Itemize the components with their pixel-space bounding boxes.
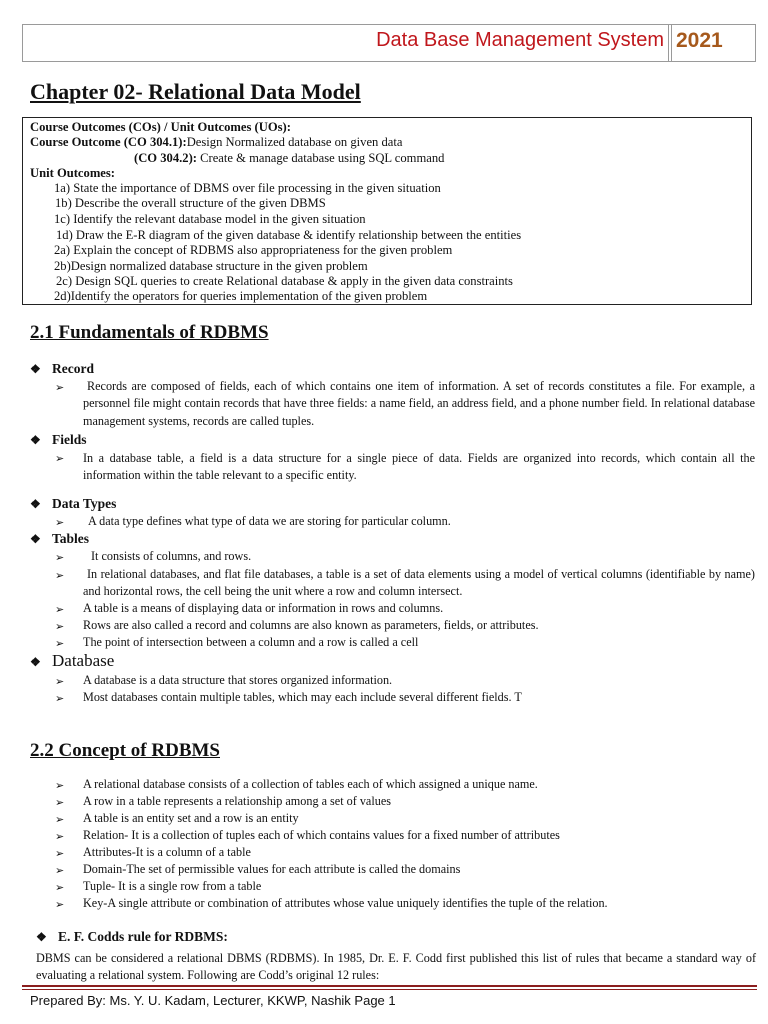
unit-outcomes-heading: Unit Outcomes: [30,166,115,180]
diamond-bullet-icon: ❖ [30,362,41,376]
arrow-bullet-icon: ➢ [55,453,65,465]
footer-rule [22,989,757,990]
codd-text: DBMS can be considered a relational DBMS (RDBMS). In 1985, Dr. E. F. Codd first published this list of rules that became a standard way of evaluating a relational system. Following are Codd’s original 12 rules: [36,951,756,983]
arrow-bullet-icon: ➢ [55,814,65,826]
arrow-bullet-icon: ➢ [55,882,65,894]
datatypes-text: A data type defines what type of data we are storing for particular column. [88,514,451,528]
unit-outcome-item: 1c) Identify the relevant database model in the given situation [54,212,366,226]
record-text: Records are composed of fields, each of which contains one item of information. A set of records constitutes a file. For example, a personnel file might contain records that have three fields: a name field, an address field, and a phone number field. In relational database management systems, records are called tuples. [83,379,755,428]
arrow-bullet-icon: ➢ [55,517,65,529]
unit-outcome-item: 2c) Design SQL queries to create Relational database & apply in the given data constraints [56,274,513,288]
arrow-bullet-icon: ➢ [55,570,65,582]
rdbms-concept-item: Attributes-It is a column of a table [83,845,251,859]
outcomes-heading: Course Outcomes (COs) / Unit Outcomes (UOs): [30,120,291,134]
database-item: A database is a data structure that stores organized information. [83,673,393,687]
co2-text: Create & manage database using SQL command [196,151,445,165]
footer-rule [22,985,757,987]
arrow-bullet-icon: ➢ [55,638,65,650]
unit-outcome-item: 2d)Identify the operators for queries implementation of the given problem [54,289,428,303]
tables-item: It consists of columns, and rows. [91,549,252,563]
section-title-2-2: 2.2 Concept of RDBMS [30,740,220,761]
datatypes-heading: ❖ Data Types [30,496,117,511]
tables-item: The point of intersection between a column and a row is called a cell [83,635,419,649]
diamond-bullet-icon: ❖ [30,497,41,511]
tables-heading: ❖ Tables [30,531,90,546]
diamond-bullet-icon: ❖ [30,433,41,447]
unit-outcome-item: 2b)Design normalized database structure in the given problem [54,259,368,273]
diamond-bullet-icon: ❖ [30,655,41,669]
arrow-bullet-icon: ➢ [55,382,65,394]
arrow-bullet-icon: ➢ [55,831,65,843]
arrow-bullet-icon: ➢ [55,865,65,877]
diamond-bullet-icon: ❖ [30,532,41,546]
database-item: Most databases contain multiple tables, which may each include several different fields. T [83,690,522,704]
co1-text: Design Normalized database on given data [186,135,403,149]
header-divider [668,24,669,61]
header-year: 2021 [676,29,723,52]
arrow-bullet-icon: ➢ [55,797,65,809]
rdbms-concept-item: Key-A single attribute or combination of attributes whose value uniquely identifies the tuple of the relation. [83,896,608,910]
arrow-bullet-icon: ➢ [55,899,65,911]
arrow-bullet-icon: ➢ [55,693,65,705]
tables-item: In relational databases, and flat file databases, a table is a set of data elements using a model of vertical columns (identifiable by name) and horizontal rows, the cell being the unit where a row and column intersect. [83,567,755,599]
arrow-bullet-icon: ➢ [55,780,65,792]
arrow-bullet-icon: ➢ [55,676,65,688]
arrow-bullet-icon: ➢ [55,604,65,616]
rdbms-concept-item: A table is an entity set and a row is an entity [83,811,299,825]
course-outcome-1 [30,135,402,150]
codd-heading: ❖ E. F. Codds rule for RDBMS: [36,929,228,944]
outcomes-box [22,117,752,305]
footer-text: Prepared By: Ms. Y. U. Kadam, Lecturer, KKWP, Nashik Page 1 [30,993,396,1008]
fields-heading: ❖ Fields [30,432,87,447]
arrow-bullet-icon: ➢ [55,552,65,564]
diamond-bullet-icon: ❖ [36,930,47,944]
fields-text: In a database table, a field is a data structure for a single piece of data. Fields are organized into records, which contain all the information within the table relevant to a specific entity. [83,451,755,483]
co1-label: Course Outcome (CO 304.1): [30,135,187,149]
unit-outcome-item: 1d) Draw the E-R diagram of the given database & identify relationship between the entities [56,228,522,242]
record-heading: ❖ Record [30,361,94,376]
rdbms-concept-item: Tuple- It is a single row from a table [83,879,262,893]
rdbms-concept-item: Relation- It is a collection of tuples each of which contains values for a fixed number of attributes [83,828,560,842]
database-heading: ❖ Database [30,651,115,670]
tables-item: Rows are also called a record and columns are also known as parameters, fields, or attributes. [83,618,539,632]
unit-outcome-item: 1b) Describe the overall structure of the given DBMS [55,196,326,210]
unit-outcome-item: 1a) State the importance of DBMS over file processing in the given situation [54,181,441,195]
header-divider [671,24,672,61]
course-outcome-2 [134,151,444,166]
unit-outcome-item: 2a) Explain the concept of RDBMS also appropriateness for the given problem [54,243,453,257]
rdbms-concept-item: A row in a table represents a relationship among a set of values [83,794,391,808]
tables-item: A table is a means of displaying data or information in rows and columns. [83,601,444,615]
arrow-bullet-icon: ➢ [55,621,65,633]
rdbms-concept-item: A relational database consists of a collection of tables each of which assigned a unique name. [83,777,538,791]
arrow-bullet-icon: ➢ [55,848,65,860]
rdbms-concept-item: Domain-The set of permissible values for each attribute is called the domains [83,862,461,876]
co2-label: (CO 304.2): [134,151,197,165]
header-title: Data Base Management System [376,29,664,51]
chapter-title: Chapter 02- Relational Data Model [30,79,361,104]
section-title-2-1: 2.1 Fundamentals of RDBMS [30,322,269,343]
